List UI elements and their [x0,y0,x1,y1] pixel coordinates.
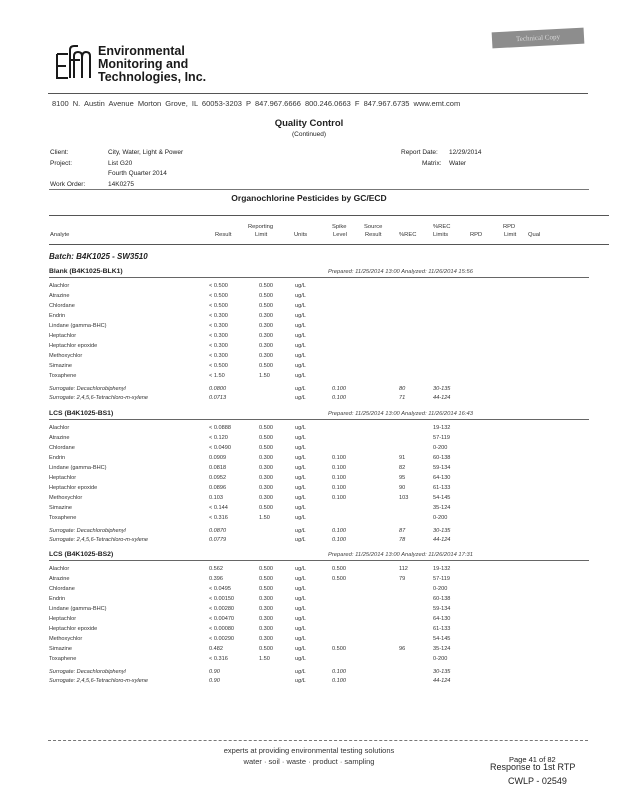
cell-units: ug/L [295,475,306,481]
col-rec-limits-2: Limits [433,232,449,238]
table-row [49,576,609,586]
cell-units: ug/L [295,528,306,534]
cell-result: < 0.144 [209,505,228,511]
footer-divider [48,740,588,741]
page-title: Quality Control [274,118,344,129]
cell-rl: 0.500 [259,576,273,582]
response-label: Response to 1st RTP [490,762,576,772]
table-row [49,586,609,596]
company-address: 8100 N. Austin Avenue Morton Grove, IL 60053-3203 P 847.967.6666 800.246.0663 F 847.967.6735 www.emt.com [52,99,461,108]
cell-result: < 0.00280 [209,606,235,612]
cell-units: ug/L [295,445,306,451]
cell-rl: 1.50 [259,373,270,379]
table-row [49,323,609,333]
cell-rec: 91 [399,455,406,461]
cell-result: 0.396 [209,576,223,582]
cell-units: ug/L [295,373,306,379]
cell-rl: 0.300 [259,636,273,642]
cell-limits: 44-124 [433,395,451,401]
cell-result: < 0.500 [209,363,228,369]
cell-spike: 0.100 [332,395,346,401]
cell-analyte: Endrin [49,455,66,461]
col-source-result: Result [365,232,382,238]
cell-units: ug/L [295,505,306,511]
cell-limits: 30-135 [433,386,451,392]
cell-rec: 95 [399,475,406,481]
cell-result: 0.103 [209,495,223,501]
cell-units: ug/L [295,576,306,582]
cell-analyte: Methoxychlor [49,636,83,642]
cell-rec: 82 [399,465,406,471]
section-title: LCS (B4K1025-BS2) [49,551,114,558]
cell-result: < 0.316 [209,515,228,521]
prep-analyzed-info: Prepared: 11/25/2014 13:00 Analyzed: 11/26/2014 15:56 [328,269,473,275]
cell-units: ug/L [295,283,306,289]
cell-limits: 44-124 [433,537,451,543]
cell-units: ug/L [295,323,306,329]
cell-result: 0.90 [209,669,220,675]
cell-analyte: Heptachlor epoxide [49,485,98,491]
table-row [49,485,609,495]
cell-spike: 0.100 [332,465,346,471]
cell-analyte: Lindane (gamma-BHC) [49,323,107,329]
cell-units: ug/L [295,616,306,622]
page-subtitle: (Continued) [292,131,326,138]
cell-result: < 0.300 [209,343,228,349]
cell-result: < 0.00290 [209,636,235,642]
cell-analyte: Heptachlor [49,475,77,481]
cell-limits: 0-200 [433,586,448,592]
cell-units: ug/L [295,395,306,401]
cell-units: ug/L [295,485,306,491]
section-title: Blank (B4K1025-BLK1) [49,268,123,275]
company-name-line2: Monitoring and [98,57,189,71]
col-limit: Limit [255,232,268,238]
cell-result: 0.0713 [209,395,227,401]
cell-rl: 0.500 [259,435,273,441]
cell-analyte: Toxaphene [49,373,77,379]
cell-analyte: Chlordane [49,586,75,592]
report-date-value: 12/29/2014 [449,149,482,156]
work-order-underline [49,189,589,190]
table-row [49,646,609,656]
cell-limits: 35-124 [433,505,451,511]
emt-logo-icon [54,44,94,82]
cell-units: ug/L [295,586,306,592]
cell-analyte: Endrin [49,596,66,602]
cell-rec: 103 [399,495,409,501]
cell-result: 0.0800 [209,386,227,392]
cell-rl: 0.300 [259,323,273,329]
table-row [49,566,609,576]
cell-limits: 60-138 [433,455,451,461]
prep-analyzed-info: Prepared: 11/25/2014 13:00 Analyzed: 11/26/2014 16:43 [328,411,473,417]
section-divider [49,277,589,278]
col-level: Level [333,232,347,238]
cell-analyte: Heptachlor epoxide [49,626,98,632]
cell-result: 0.0779 [209,537,227,543]
cell-limits: 64-130 [433,475,451,481]
matrix-label: Matrix: [422,160,442,167]
cell-analyte: Atrazine [49,293,70,299]
cell-rl: 0.500 [259,425,273,431]
table-row [49,596,609,606]
technical-copy-stamp: Technical Copy [492,28,585,49]
work-order-label: Work Order: [50,181,86,188]
cell-units: ug/L [295,435,306,441]
cell-analyte: Heptachlor [49,333,77,339]
table-row [49,626,609,636]
cell-rl: 0.500 [259,505,273,511]
table-row [49,606,609,616]
project-value: List G20 [108,160,133,167]
cell-rl: 0.500 [259,293,273,299]
cell-rl: 0.500 [259,566,273,572]
cell-rl: 0.500 [259,283,273,289]
cell-analyte: Heptachlor epoxide [49,343,98,349]
cell-rl: 0.300 [259,465,273,471]
cell-rl: 0.300 [259,606,273,612]
cell-rl: 0.500 [259,303,273,309]
cell-result: < 0.500 [209,283,228,289]
cell-rl: 1.50 [259,515,270,521]
surrogate-row [49,678,609,688]
cell-analyte: Surrogate: Decachlorobiphenyl [49,386,126,392]
table-row [49,283,609,293]
footer-tagline: experts at providing environmental testing solutions [223,746,395,755]
work-order-value: 14K0275 [108,181,135,188]
cell-result: 0.482 [209,646,223,652]
cell-result: < 0.0495 [209,586,231,592]
col-qual: Qual [528,232,541,238]
table-row [49,373,609,383]
cell-result: < 0.316 [209,656,228,662]
col-analyte: Analyte [50,232,70,238]
cell-rl: 0.300 [259,353,273,359]
cell-units: ug/L [295,669,306,675]
footer-services: water · soil · waste · product · sampling [243,757,375,766]
cell-spike: 0.100 [332,495,346,501]
cell-units: ug/L [295,495,306,501]
cell-rl: 0.300 [259,343,273,349]
cell-analyte: Simazine [49,505,73,511]
cell-rec: 112 [399,566,408,572]
cell-analyte: Alachlor [49,566,70,572]
cell-analyte: Toxaphene [49,515,77,521]
cell-analyte: Endrin [49,313,66,319]
cell-limits: 57-119 [433,435,451,441]
cell-analyte: Lindane (gamma-BHC) [49,606,107,612]
cell-units: ug/L [295,386,306,392]
cell-rec: 87 [399,528,406,534]
cell-units: ug/L [295,537,306,543]
cell-limits: 19-132 [433,566,451,572]
col-units: Units [294,232,308,238]
cell-rl: 0.500 [259,363,273,369]
cell-analyte: Heptachlor [49,616,77,622]
table-row [49,465,609,475]
cell-result: 0.562 [209,566,223,572]
cell-analyte: Surrogate: Decachlorobiphenyl [49,669,126,675]
cell-rl: 0.300 [259,616,273,622]
col-source: Source [364,224,383,230]
cell-analyte: Chlordane [49,445,75,451]
cell-limits: 57-119 [433,576,451,582]
cell-limits: 64-130 [433,616,451,622]
method-title: Organochlorine Pesticides by GC/ECD [231,193,387,203]
cell-analyte: Surrogate: 2,4,5,6-Tetrachloro-m-xylene [49,678,148,684]
cell-result: < 0.500 [209,293,228,299]
client-value: City, Water, Light & Power [108,149,184,156]
table-row [49,425,609,435]
project-value-2: Fourth Quarter 2014 [108,170,167,177]
cell-rl: 0.500 [259,646,273,652]
cell-analyte: Surrogate: 2,4,5,6-Tetrachloro-m-xylene [49,395,148,401]
cell-limits: 54-145 [433,495,451,501]
cell-rl: 1.50 [259,656,270,662]
cell-units: ug/L [295,626,306,632]
header-divider [48,93,588,94]
cell-units: ug/L [295,636,306,642]
cell-spike: 0.100 [332,537,346,543]
prep-analyzed-info: Prepared: 11/25/2014 13:00 Analyzed: 11/26/2014 17:31 [328,552,473,558]
cell-units: ug/L [295,425,306,431]
cell-analyte: Alachlor [49,283,70,289]
cell-result: 0.0818 [209,465,227,471]
matrix-value: Water [449,160,467,167]
cell-analyte: Lindane (gamma-BHC) [49,465,107,471]
cell-limits: 61-133 [433,485,451,491]
cell-limits: 0-200 [433,445,448,451]
cell-units: ug/L [295,465,306,471]
cell-units: ug/L [295,353,306,359]
table-row [49,475,609,485]
cell-analyte: Methoxychlor [49,353,83,359]
col-rec-limits-1: %REC [433,224,451,230]
cell-limits: 0-200 [433,515,448,521]
cell-limits: 44-124 [433,678,451,684]
cell-analyte: Chlordane [49,303,75,309]
cell-spike: 0.100 [332,475,346,481]
cell-units: ug/L [295,678,306,684]
surrogate-row [49,395,609,405]
cell-units: ug/L [295,455,306,461]
table-row [49,435,609,445]
cell-analyte: Surrogate: 2,4,5,6-Tetrachloro-m-xylene [49,537,148,543]
cell-result: 0.0896 [209,485,227,491]
cell-rec: 90 [399,485,406,491]
table-row [49,616,609,626]
col-rec: %REC [399,232,417,238]
cell-units: ug/L [295,293,306,299]
cell-rl: 0.500 [259,445,273,451]
cell-limits: 30-135 [433,528,451,534]
cell-rl: 0.300 [259,475,273,481]
cell-units: ug/L [295,515,306,521]
col-rpd-limit-1: RPD [503,224,516,230]
cell-limits: 19-132 [433,425,451,431]
cell-analyte: Alachlor [49,425,70,431]
client-label: Client: [50,149,69,156]
cell-result: < 0.300 [209,313,228,319]
cell-result: < 0.00080 [209,626,235,632]
cwlp-number: CWLP - 02549 [508,776,567,786]
cell-rl: 0.300 [259,455,273,461]
cell-result: < 0.120 [209,435,228,441]
cell-spike: 0.100 [332,485,346,491]
cell-rl: 0.300 [259,495,273,501]
table-row [49,455,609,465]
report-date-label: Report Date: [401,149,438,156]
section-divider [49,560,589,561]
cell-result: 0.0952 [209,475,227,481]
cell-limits: 60-138 [433,596,451,602]
table-row [49,363,609,373]
batch-label: Batch: B4K1025 - SW3510 [49,252,148,261]
col-rpd: RPD [470,232,483,238]
cell-result: 0.0909 [209,455,227,461]
cell-limits: 0-200 [433,656,448,662]
cell-analyte: Toxaphene [49,656,77,662]
table-row [49,353,609,363]
cell-rec: 96 [399,646,406,652]
cell-units: ug/L [295,333,306,339]
cell-spike: 0.100 [332,455,346,461]
section-divider [49,419,589,420]
company-name-line3: Technologies, Inc. [98,70,207,84]
table-row [49,333,609,343]
cell-analyte: Methoxychlor [49,495,83,501]
cell-result: 0.0870 [209,528,227,534]
cell-rl: 0.300 [259,596,273,602]
col-reporting: Reporting [248,224,274,230]
company-name-line1: Environmental [98,44,185,58]
table-row [49,656,609,666]
cell-units: ug/L [295,566,306,572]
cell-rl: 0.500 [259,586,273,592]
cell-units: ug/L [295,363,306,369]
table-row [49,293,609,303]
cell-limits: 61-133 [433,626,451,632]
cell-spike: 0.500 [332,646,346,652]
col-spike: Spike [332,224,347,230]
cell-analyte: Simazine [49,363,73,369]
cell-rec: 80 [399,386,406,392]
cell-rl: 0.300 [259,313,273,319]
cell-result: < 0.300 [209,353,228,359]
cell-result: < 0.00470 [209,616,235,622]
table-row [49,515,609,525]
cell-analyte: Atrazine [49,435,70,441]
table-row [49,343,609,353]
cell-result: < 0.00150 [209,596,235,602]
cell-rec: 79 [399,576,406,582]
col-rpd-limit-2: Limit [504,232,517,238]
cell-spike: 0.100 [332,669,346,675]
cell-result: < 0.300 [209,323,228,329]
cell-spike: 0.500 [332,566,346,572]
section-title: LCS (B4K1025-BS1) [49,410,114,417]
cell-limits: 30-135 [433,669,451,675]
cell-rec: 78 [399,537,406,543]
cell-units: ug/L [295,303,306,309]
table-row [49,313,609,323]
cell-analyte: Simazine [49,646,73,652]
cell-limits: 59-134 [433,465,451,471]
cell-rl: 0.300 [259,333,273,339]
table-row [49,445,609,455]
table-row [49,495,609,505]
column-header-box [49,215,609,245]
page-number: Page 41 of 82 [509,755,556,764]
cell-spike: 0.500 [332,576,346,582]
cell-rl: 0.300 [259,485,273,491]
cell-spike: 0.100 [332,678,346,684]
cell-result: < 1.50 [209,373,225,379]
cell-limits: 35-124 [433,646,451,652]
cell-limits: 59-134 [433,606,451,612]
table-row [49,505,609,515]
cell-units: ug/L [295,313,306,319]
cell-result: < 0.300 [209,333,228,339]
table-row [49,303,609,313]
cell-rl: 0.300 [259,626,273,632]
cell-limits: 54-145 [433,636,451,642]
cell-units: ug/L [295,596,306,602]
cell-result: < 0.500 [209,303,228,309]
cell-result: 0.90 [209,678,220,684]
project-label: Project: [50,160,73,167]
cell-units: ug/L [295,606,306,612]
table-row [49,636,609,646]
cell-analyte: Surrogate: Decachlorobiphenyl [49,528,126,534]
cell-units: ug/L [295,343,306,349]
cell-spike: 0.100 [332,528,346,534]
surrogate-row [49,537,609,547]
cell-result: < 0.0888 [209,425,231,431]
cell-units: ug/L [295,656,306,662]
cell-result: < 0.0490 [209,445,231,451]
cell-analyte: Atrazine [49,576,70,582]
col-result: Result [215,232,232,238]
cell-spike: 0.100 [332,386,346,392]
cell-units: ug/L [295,646,306,652]
cell-rec: 71 [399,395,406,401]
